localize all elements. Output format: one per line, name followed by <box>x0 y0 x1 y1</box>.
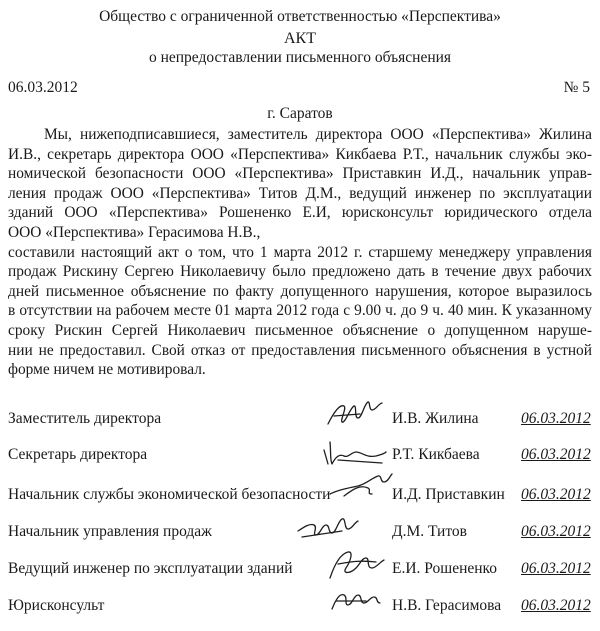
signature-date: 06.03.2012 <box>521 410 591 427</box>
signer-position: Начальник управления продаж <box>8 523 212 540</box>
body-line: Мы, нижеподписавшиеся, заместитель директора ООО «Перспектива» Жилина <box>44 126 592 143</box>
document-city: г. Саратов <box>267 105 333 122</box>
body-line: в отсутствии на рабочем месте 01 марта 2012 года с 9.00 ч. до 9 ч. 40 мин. К указанному <box>8 302 592 320</box>
organization-name: Общество с ограниченной ответственностью «Перспектива» <box>99 8 501 25</box>
signer-position: Начальник службы экономической безопасности <box>8 486 331 503</box>
document-title: АКТ <box>284 30 316 47</box>
signature-row <box>0 591 600 621</box>
body-line: ления продаж ООО «Перспектива» Титов Д.М., ведущий инженер по эксплуатации <box>8 184 592 202</box>
signer-position: Ведущий инженер по эксплуатации зданий <box>8 560 293 577</box>
body-line: дней письменное объяснение по факту допущенного нарушения, которое выразилось <box>8 282 592 300</box>
body-line: И.В., секретарь директора ООО «Перспектива» Кикбаева Р.Т., начальник службы эко- <box>8 145 592 163</box>
body-line: форме ничем не мотивировал. <box>8 361 206 379</box>
document-number: № 5 <box>563 79 590 96</box>
document-date: 06.03.2012 <box>8 79 78 96</box>
signer-position: Заместитель директора <box>8 410 162 427</box>
act-body <box>8 125 592 380</box>
signature-date: 06.03.2012 <box>521 523 591 540</box>
body-line: нии не предоставил. Свой отказ от предоставления письменного объяснения в устной <box>8 341 592 359</box>
signature-date: 06.03.2012 <box>521 446 591 463</box>
signature-row <box>0 440 600 470</box>
signature-date: 06.03.2012 <box>521 486 591 503</box>
signature-date: 06.03.2012 <box>521 597 591 614</box>
handwritten-signature-icon <box>320 544 390 584</box>
signer-name: Д.М. Титов <box>392 523 467 540</box>
body-line: составили настоящий акт о том, что 1 марта 2012 г. старшему менеджеру управления <box>8 243 592 261</box>
signature-row <box>0 404 600 434</box>
handwritten-signature-icon <box>318 430 388 470</box>
body-line: ООО «Перспектива» Герасимова Н.В., <box>8 223 261 241</box>
signature-date: 06.03.2012 <box>521 560 591 577</box>
signer-name: И.В. Жилина <box>392 410 479 427</box>
document-subtitle: о непредоставлении письменного объяснения <box>148 49 452 66</box>
signer-position: Секретарь директора <box>8 446 148 463</box>
signer-name: Е.И. Рошененко <box>392 560 498 577</box>
handwritten-signature-icon <box>326 579 396 619</box>
body-line: номической безопасности ООО «Перспектива» Приставкин И.Д., начальник управ- <box>8 165 592 183</box>
handwritten-signature-icon <box>294 507 364 547</box>
signature-row <box>0 480 600 510</box>
body-line: продаж Рискину Сергею Николаевичу было предложено дать в течение двух рабочих <box>8 263 592 281</box>
signer-position: Юрисконсульт <box>8 597 105 614</box>
body-line: зданий ООО «Перспектива» Рошененко Е.И, юрисконсульт юридического отдела <box>8 204 592 222</box>
handwritten-signature-icon <box>326 466 396 506</box>
signer-name: И.Д. Приставкин <box>392 486 505 503</box>
signer-name: Н.В. Герасимова <box>392 597 502 614</box>
signature-row <box>0 554 600 584</box>
handwritten-signature-icon <box>320 394 390 434</box>
body-line: сроку Рискин Сергей Николаевич письменное объяснение о допущенном наруше- <box>8 321 592 339</box>
signature-row <box>0 517 600 547</box>
signer-name: Р.Т. Кикбаева <box>392 446 480 463</box>
